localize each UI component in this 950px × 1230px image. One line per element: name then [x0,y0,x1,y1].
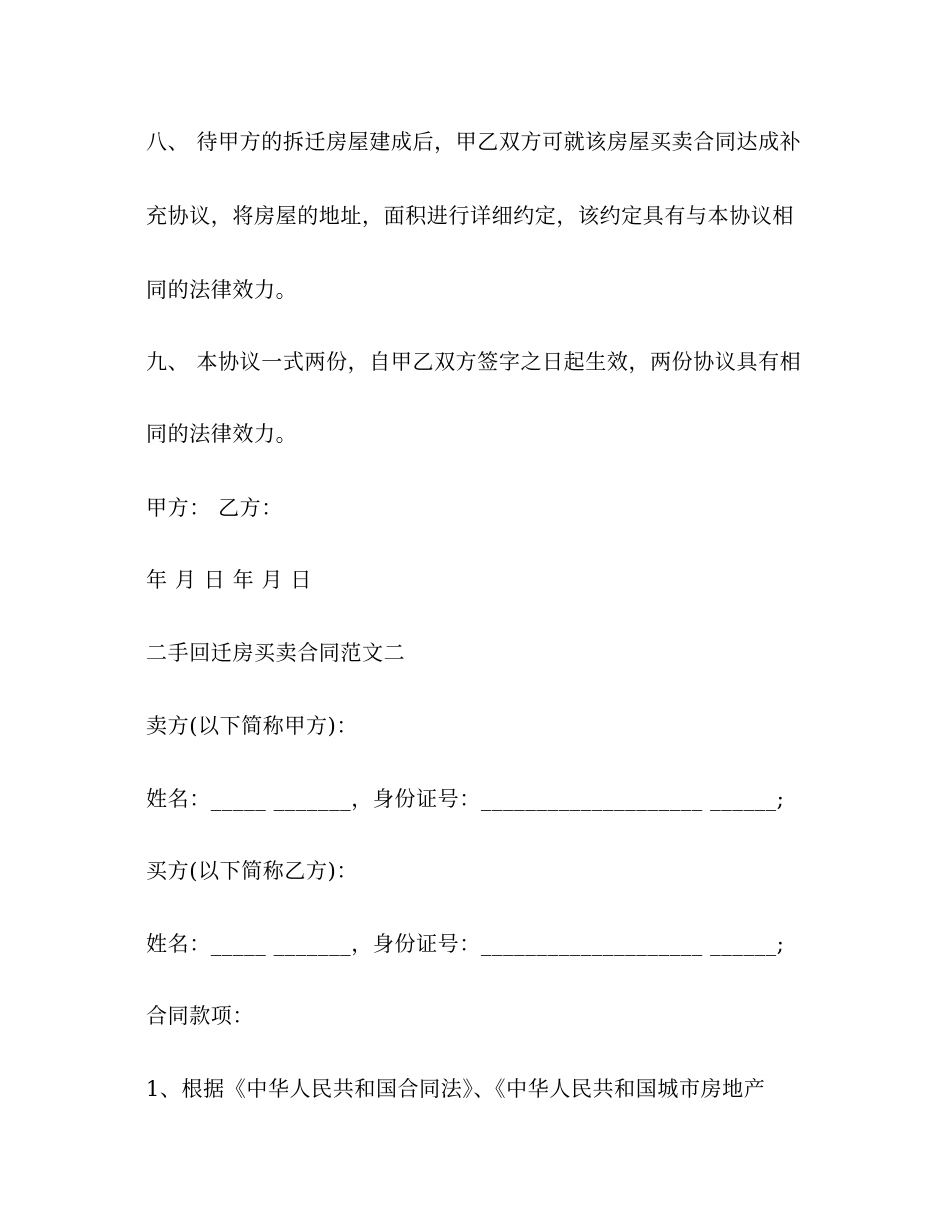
clause-8-line-1: 八、 待甲方的拆迁房屋建成后，甲乙双方可就该房屋买卖合同达成补 [146,130,802,154]
buyer-name-id-line: 姓名：_____ _______，身份证号：____________________ ______; [146,932,785,956]
clause-8-line-3: 同的法律效力。 [146,278,298,302]
buyer-heading: 买方(以下简称乙方)： [146,859,358,883]
signature-dates: 年 月 日 年 月 日 [146,568,312,592]
seller-name-id-line: 姓名：_____ _______，身份证号：____________________ ______; [146,787,785,811]
term-1-line-1: 1、根据《中华人民共和国合同法》、《中华人民共和国城市房地产 [146,1077,766,1101]
clause-9-line-1: 九、 本协议一式两份，自甲乙双方签字之日起生效，两份协议具有相 [146,350,802,374]
clause-9-line-2: 同的法律效力。 [146,422,298,446]
clause-8-line-2: 充协议，将房屋的地址，面积进行详细约定，该约定具有与本协议相 [146,204,794,228]
contract-terms-heading: 合同款项： [146,1004,254,1028]
signature-parties: 甲方： 乙方： [146,496,283,520]
seller-heading: 卖方(以下简称甲方)： [146,714,358,738]
section-title: 二手回迁房买卖合同范文二 [146,641,406,665]
